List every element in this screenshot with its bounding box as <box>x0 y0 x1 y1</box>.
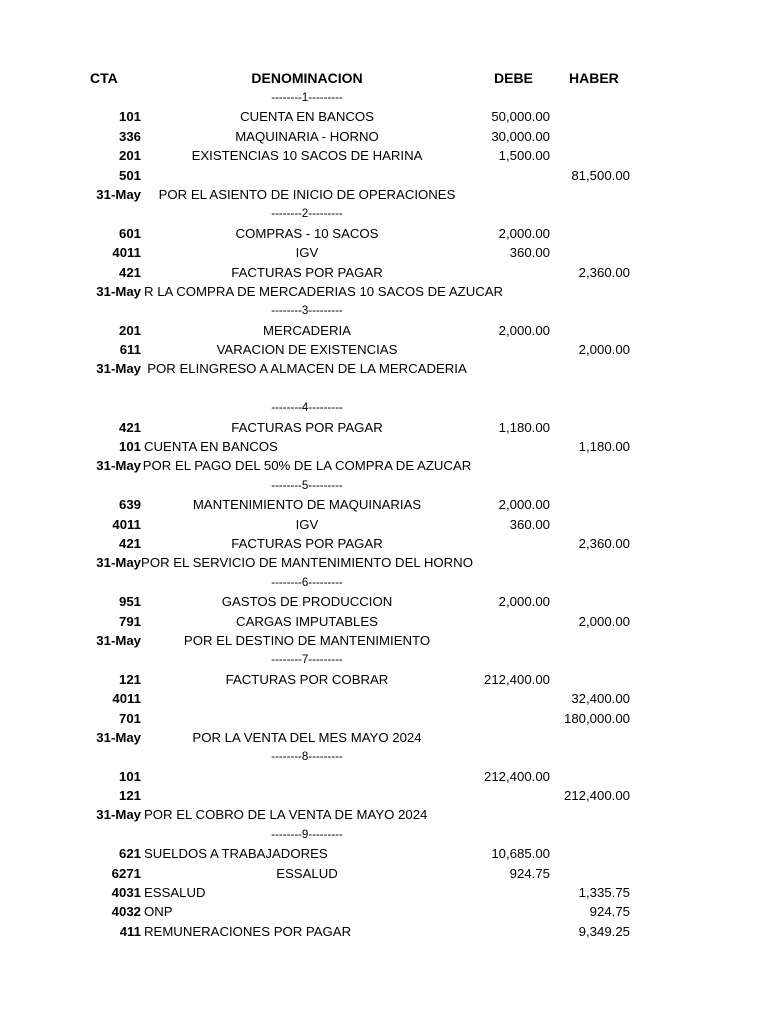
entry-separator <box>0 826 768 845</box>
denomination: ESSALUD <box>276 865 338 881</box>
separator-text: --------3--------- <box>271 305 343 318</box>
table-row <box>0 787 768 806</box>
table-row <box>0 671 768 690</box>
account-code: 601 <box>118 225 141 241</box>
table-row <box>0 535 768 554</box>
denomination: COMPRAS - 10 SACOS <box>235 225 379 241</box>
credit-amount: 924.75 <box>589 904 630 920</box>
entry-separator <box>0 399 768 418</box>
table-row <box>0 554 768 573</box>
table-row <box>0 516 768 535</box>
separator-text: --------1--------- <box>271 92 343 104</box>
credit-amount: 2,360.00 <box>578 264 630 280</box>
debit-amount: 30,000.00 <box>491 128 550 144</box>
table-row <box>0 845 768 864</box>
credit-amount: 81,500.00 <box>571 167 630 183</box>
account-code: 31-May <box>96 283 141 299</box>
table-row <box>0 128 768 147</box>
table-row <box>0 225 768 244</box>
account-code: 411 <box>119 923 141 939</box>
account-code: 101 <box>118 768 141 784</box>
account-code: 951 <box>118 594 141 610</box>
denomination: FACTURAS POR COBRAR <box>225 671 389 687</box>
account-code: 4011 <box>112 516 141 532</box>
account-code: 201 <box>118 322 141 338</box>
account-code: 4032 <box>111 904 141 920</box>
table-row <box>0 729 768 748</box>
table-row <box>0 768 768 787</box>
denomination: POR EL DESTINO DE MANTENIMIENTO <box>183 632 431 648</box>
account-code: 4011 <box>112 245 141 261</box>
debit-amount: 2,000.00 <box>498 594 550 610</box>
header-debe: DEBE <box>494 70 533 86</box>
credit-amount: 212,400.00 <box>563 788 630 804</box>
table-row <box>0 496 768 515</box>
credit-amount: 9,349.25 <box>578 923 630 939</box>
account-code: 611 <box>119 342 141 358</box>
separator-text: --------8--------- <box>271 751 343 764</box>
table-row <box>0 419 768 438</box>
credit-amount: 180,000.00 <box>563 710 630 726</box>
account-code: 201 <box>118 148 141 164</box>
denomination: ONP <box>144 904 173 920</box>
account-code: 4011 <box>112 691 141 707</box>
denomination: FACTURAS POR PAGAR <box>231 535 383 551</box>
separator-text: --------5--------- <box>271 479 343 492</box>
credit-amount: 1,335.75 <box>578 885 630 901</box>
table-row <box>0 108 768 127</box>
credit-amount: 2,360.00 <box>578 535 630 551</box>
credit-amount: 1,180.00 <box>578 439 630 455</box>
denomination: VARACION DE EXISTENCIAS <box>216 342 398 358</box>
table-row <box>0 690 768 709</box>
blank-row <box>0 380 768 399</box>
denomination: EXISTENCIAS 10 SACOS DE HARINA <box>191 148 423 164</box>
debit-amount: 2,000.00 <box>498 322 550 338</box>
denomination: POR EL COBRO DE LA VENTA DE MAYO 2024 <box>144 807 428 823</box>
separator-text: --------9--------- <box>271 828 343 841</box>
header-haber: HABER <box>569 70 619 86</box>
entry-separator <box>0 651 768 670</box>
table-row <box>0 438 768 457</box>
debit-amount: 2,000.00 <box>498 497 550 513</box>
credit-amount: 2,000.00 <box>578 342 630 358</box>
separator-text: --------7--------- <box>271 654 343 667</box>
credit-amount: 2,000.00 <box>578 613 630 629</box>
table-row <box>0 341 768 360</box>
account-code: 101 <box>118 109 141 125</box>
debit-amount: 360.00 <box>509 516 550 532</box>
account-code: 6271 <box>111 865 141 881</box>
account-code: 31-May <box>96 555 141 571</box>
account-code: 791 <box>118 613 141 629</box>
denomination: IGV <box>295 245 319 261</box>
table-row <box>0 186 768 205</box>
table-row <box>0 322 768 341</box>
debit-amount: 212,400.00 <box>483 768 550 784</box>
account-code: 121 <box>118 671 141 687</box>
table-row <box>0 264 768 283</box>
denomination: ESSALUD <box>144 885 206 901</box>
table-row <box>0 283 768 302</box>
account-code: 31-May <box>96 632 141 648</box>
table-row <box>0 710 768 729</box>
denomination: POR EL SERVICIO DE MANTENIMIENTO DEL HORNO <box>141 555 473 571</box>
account-code: 121 <box>118 788 141 804</box>
header-cta: CTA <box>90 70 118 86</box>
table-row <box>0 457 768 476</box>
table-row <box>0 632 768 651</box>
denomination: POR ELINGRESO A ALMACEN DE LA MERCADERIA <box>147 361 467 377</box>
account-code: 31-May <box>96 361 141 377</box>
table-row <box>0 244 768 263</box>
account-code: 31-May <box>96 186 141 202</box>
table-row <box>0 923 768 942</box>
table-row <box>0 865 768 884</box>
denomination: CUENTA EN BANCOS <box>144 439 278 455</box>
table-row <box>0 167 768 186</box>
denomination: POR EL PAGO DEL 50% DE LA COMPRA DE AZUCAR <box>142 458 472 474</box>
separator-text: --------4--------- <box>271 402 343 415</box>
credit-amount: 32,400.00 <box>571 691 630 707</box>
debit-amount: 10,685.00 <box>491 846 550 862</box>
separator-text: --------2--------- <box>271 208 343 221</box>
header-denominacion: DENOMINACION <box>251 70 363 86</box>
account-code: 421 <box>118 419 141 435</box>
entry-separator <box>0 574 768 593</box>
denomination: POR EL ASIENTO DE INICIO DE OPERACIONES <box>158 186 456 202</box>
denomination: CUENTA EN BANCOS <box>240 109 374 125</box>
entry-separator <box>0 302 768 321</box>
denomination: FACTURAS POR PAGAR <box>231 419 383 435</box>
separator-text: --------6--------- <box>271 576 343 589</box>
account-code: 421 <box>118 535 141 551</box>
denomination: MANTENIMIENTO DE MAQUINARIAS <box>192 497 422 513</box>
account-code: 101 <box>118 439 141 455</box>
entry-separator <box>0 205 768 224</box>
table-row <box>0 593 768 612</box>
account-code: 701 <box>118 710 141 726</box>
denomination: GASTOS DE PRODUCCION <box>221 594 393 610</box>
account-code: 31-May <box>96 807 141 823</box>
debit-amount: 1,500.00 <box>498 148 550 164</box>
denomination: REMUNERACIONES POR PAGAR <box>144 923 352 939</box>
account-code: 31-May <box>96 729 141 745</box>
table-row <box>0 147 768 166</box>
denomination: FACTURAS POR PAGAR <box>231 264 383 280</box>
denomination: MERCADERIA <box>263 322 351 338</box>
entry-separator <box>0 89 768 108</box>
table-row <box>0 806 768 825</box>
entry-separator <box>0 477 768 496</box>
denomination: IGV <box>295 516 319 532</box>
account-code: 639 <box>118 497 141 513</box>
debit-amount: 212,400.00 <box>483 671 550 687</box>
debit-amount: 50,000.00 <box>491 109 550 125</box>
account-code: 4031 <box>111 885 141 901</box>
account-code: 31-May <box>96 458 141 474</box>
debit-amount: 2,000.00 <box>498 225 550 241</box>
debit-amount: 924.75 <box>509 865 550 881</box>
debit-amount: 360.00 <box>509 245 550 261</box>
denomination: POR LA VENTA DEL MES MAYO 2024 <box>192 729 422 745</box>
account-code: 501 <box>118 167 141 183</box>
account-code: 621 <box>118 846 141 862</box>
denomination: SUELDOS A TRABAJADORES <box>144 846 328 862</box>
table-row <box>0 884 768 903</box>
denomination: CARGAS IMPUTABLES <box>236 613 378 629</box>
debit-amount: 1,180.00 <box>498 419 550 435</box>
denomination: R LA COMPRA DE MERCADERIAS 10 SACOS DE AZUCAR <box>144 283 504 299</box>
table-row <box>0 360 768 379</box>
account-code: 421 <box>118 264 141 280</box>
account-code: 336 <box>118 128 141 144</box>
entry-separator <box>0 748 768 767</box>
table-row <box>0 613 768 632</box>
denomination: MAQUINARIA - HORNO <box>235 128 379 144</box>
journal-entries-table <box>0 89 768 942</box>
table-row <box>0 903 768 922</box>
